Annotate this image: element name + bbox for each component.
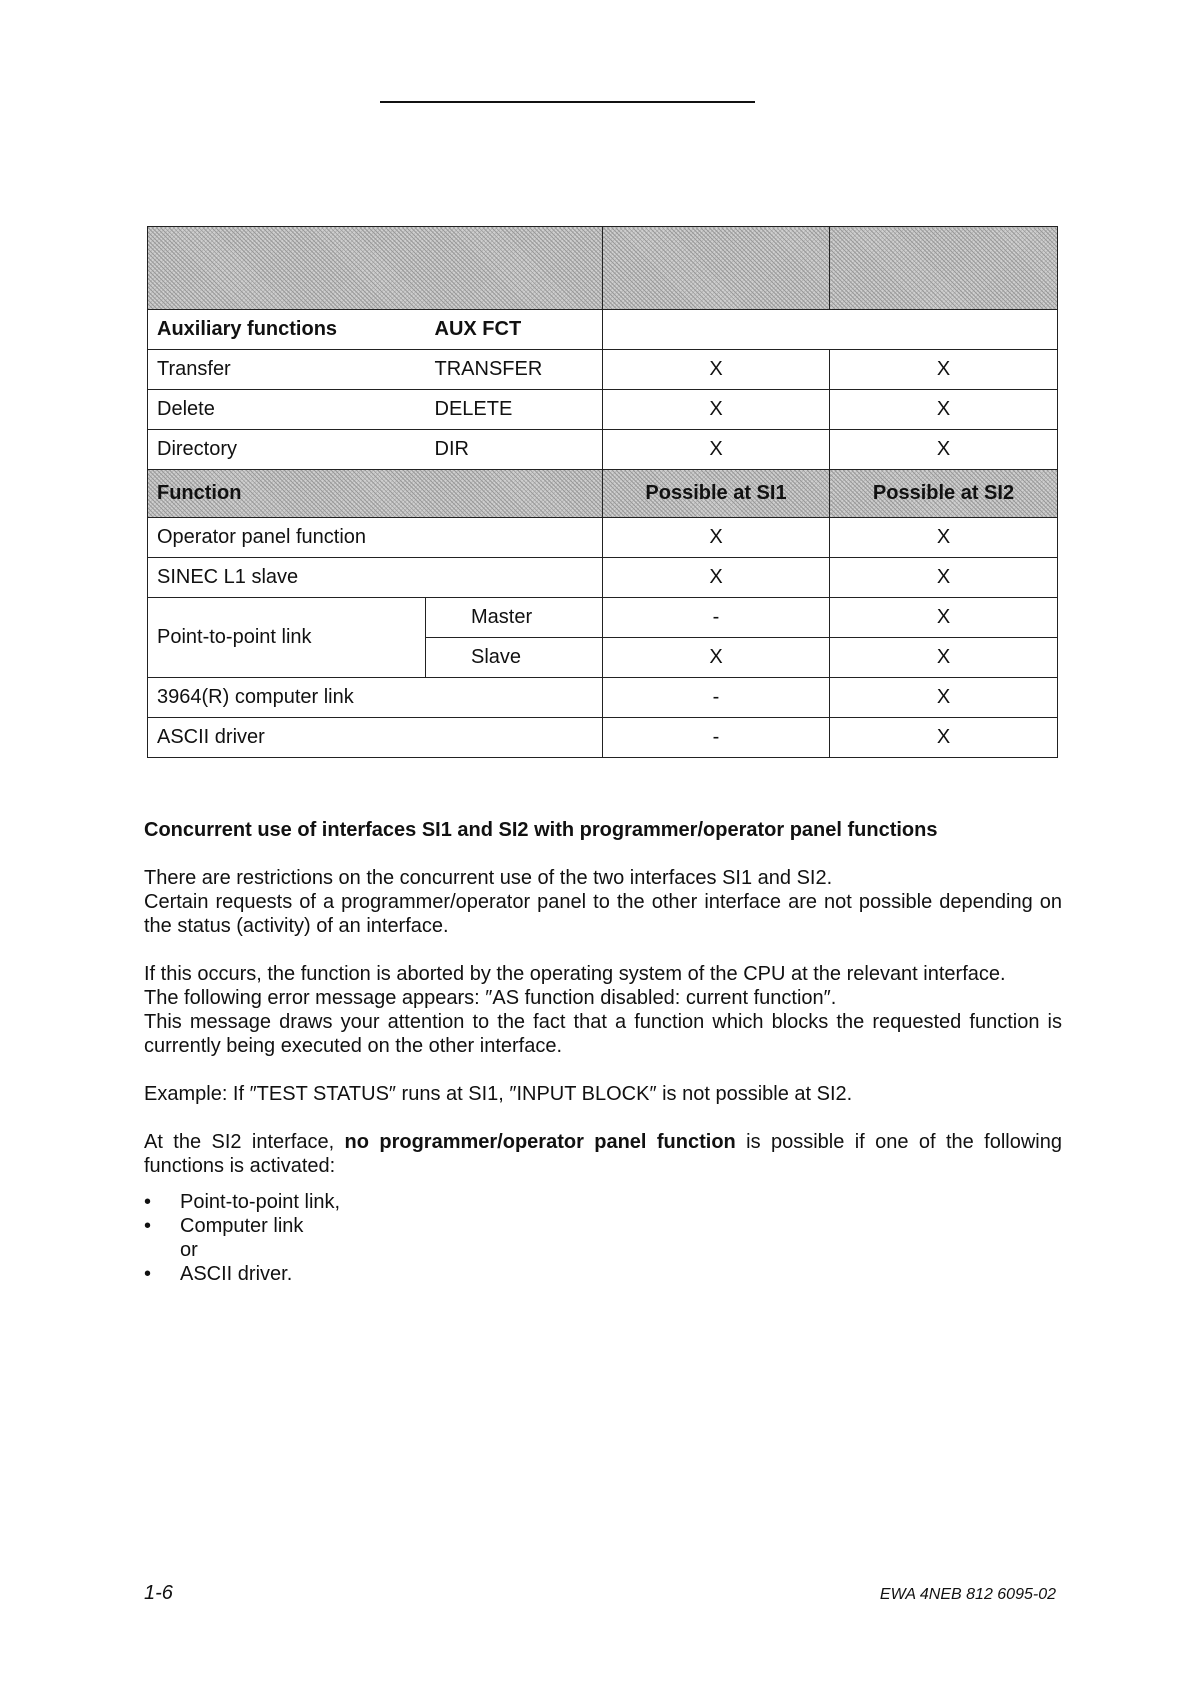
bullet-icon: • [144, 1263, 152, 1285]
paragraph: The following error message appears: ″AS function disabled: current function″. [144, 987, 837, 1009]
paragraph: This message draws your attention to the fact that a function which blocks the requested function is currently being executed on the other interface. [144, 1011, 1062, 1057]
section-code: AUX FCT [426, 310, 603, 350]
table-row: Transfer TRANSFER X X [148, 350, 1058, 390]
p2p-label: Point-to-point link [148, 598, 426, 678]
function-table [147, 226, 1058, 758]
header-si2: Possible at SI2 [830, 470, 1058, 518]
paragraph: Certain requests of a programmer/operator panel to the other interface are not possible depending on the status (activity) of an interface. [144, 891, 1062, 937]
table-row-p2p-master: Point-to-point link Master - X [148, 598, 1058, 638]
table-top-shaded-row [148, 227, 1058, 310]
header-rule [380, 101, 755, 103]
table-header-row [148, 470, 1058, 518]
table-row: 3964(R) computer link - X [148, 678, 1058, 718]
paragraph: If this occurs, the function is aborted by the operating system of the CPU at the relevant interface. [144, 963, 1006, 985]
table-row: ASCII driver - X [148, 718, 1058, 758]
table-row-p2p-slave: Slave X X [148, 638, 1058, 678]
body-text [144, 818, 1062, 1286]
document-id: EWA 4NEB 812 6095-02 [879, 1586, 1056, 1603]
paragraph: At the SI2 interface, no programmer/operator panel function is possible if one of the following functions is activated: [144, 1131, 1062, 1177]
bullet-icon: • [144, 1191, 152, 1213]
table-section-row [148, 310, 1058, 350]
section-heading: Concurrent use of interfaces SI1 and SI2 with programmer/operator panel functions [144, 819, 938, 841]
table-row: Directory DIR X X [148, 430, 1058, 470]
section-label: Auxiliary functions [148, 310, 426, 350]
list-item: • ASCII driver. [144, 1263, 293, 1285]
bullet-icon: • [144, 1215, 152, 1237]
list-item: • Computer link [144, 1215, 304, 1237]
header-function: Function [148, 470, 603, 518]
table-row: Delete DELETE X X [148, 390, 1058, 430]
paragraph: There are restrictions on the concurrent use of the two interfaces SI1 and SI2. [144, 867, 833, 889]
bullet-list [144, 1190, 1062, 1286]
page-number: 1-6 [144, 1582, 173, 1604]
list-item-continuation: or [180, 1239, 198, 1261]
table-row: SINEC L1 slave X X [148, 558, 1058, 598]
table-row: Operator panel function X X [148, 518, 1058, 558]
list-item: • Point-to-point link, [144, 1191, 341, 1213]
header-si1: Possible at SI1 [603, 470, 830, 518]
paragraph: Example: If ″TEST STATUS″ runs at SI1, ″INPUT BLOCK″ is not possible at SI2. [144, 1083, 853, 1105]
emphasis: no programmer/operator panel function [344, 1131, 736, 1153]
